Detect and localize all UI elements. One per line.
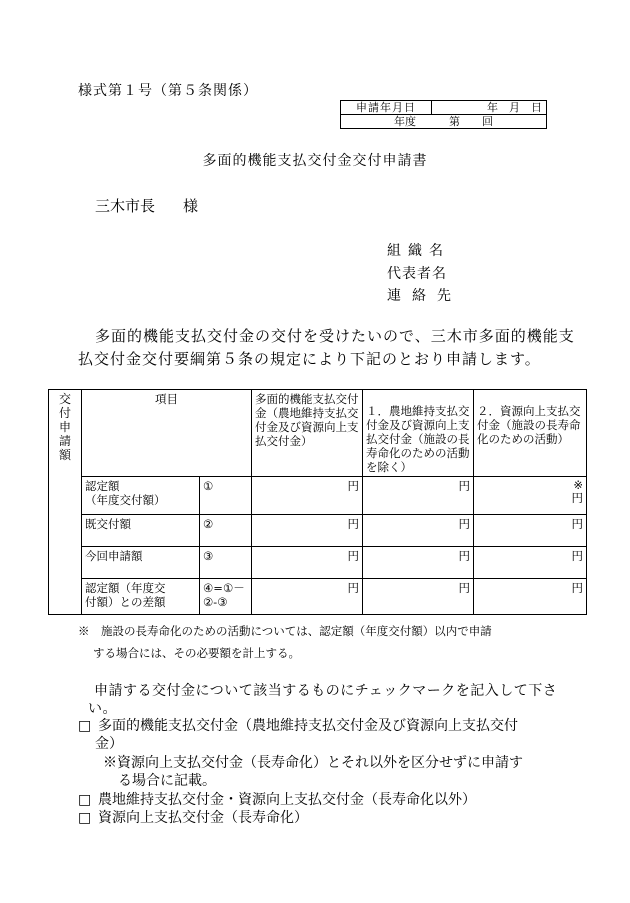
row-number: ① [200, 477, 252, 515]
col-header-2: ２．資源向上支払交付金（施設の長寿命化のための活動） [474, 390, 587, 477]
addressee-name: 三木市長 [95, 197, 156, 215]
item-header: 項目 [82, 390, 252, 477]
col-header-total: 多面的機能支払交付金（農地維持支払交付金及び資源向上支払交付金） [252, 390, 363, 477]
table-footnote: ※ 施設の長寿命化のための活動については、認定額（年度交付額）以内で申請 する場合には、その必要額を計上する。 [78, 624, 492, 660]
date-value[interactable]: 年 月 日 [432, 101, 547, 115]
amount-cell[interactable]: 円 [252, 477, 363, 515]
addressee-honorific: 様 [183, 197, 199, 215]
amount-cell[interactable]: 円 [474, 515, 587, 547]
amount-cell[interactable]: 円 [363, 547, 474, 579]
amount-cell[interactable]: 円 [363, 515, 474, 547]
addressee [95, 195, 198, 216]
fiscal-year-count[interactable]: 年度 第 回 [341, 115, 547, 129]
row-label: 今回申請額 [82, 547, 200, 579]
checkbox[interactable]: □ [78, 792, 92, 808]
row-number: ④=①－②-③ [200, 579, 252, 615]
document-title: 多面的機能支払交付金交付申請書 [202, 153, 428, 169]
checkmark-instruction: 申請する交付金について該当するものにチェックマークを記入して下さい。 [88, 683, 558, 717]
amount-cell[interactable]: 円 [363, 477, 474, 515]
table-row [49, 579, 587, 615]
amount-cell[interactable]: 円 [474, 579, 587, 615]
representative-name-field[interactable]: 代表者名 [387, 266, 447, 282]
check-item-longevity: □ 資源向上支払交付金（長寿命化） [78, 810, 308, 826]
amount-cell[interactable]: 円 [252, 547, 363, 579]
amount-cell[interactable]: 円 [252, 579, 363, 615]
row-label: 認定額 （年度交付額） [82, 477, 200, 515]
table-row [49, 515, 587, 547]
form-number: 様式第１号（第５条関係） [78, 83, 258, 99]
amount-cell[interactable]: 円 [363, 579, 474, 615]
intro-paragraph: 多面的機能支払交付金の交付を受けたいので、三木市多面的機能支払交付金交付要綱第５条の規定により下記のとおり申請します。 [78, 327, 575, 368]
check-sub-note: ※資源向上支払交付金（長寿命化）とそれ以外を区分せずに申請す る場合に記載。 [103, 755, 523, 789]
check-item-farmland-maintenance: □ 農地維持支払交付金・資源向上支払交付金（長寿命化以外） [78, 792, 476, 808]
check-item-multifunction: □ 多面的機能支払交付金（農地維持支払交付金及び資源向上支払交付 金） [78, 718, 518, 752]
row-number: ② [200, 515, 252, 547]
col-header-1: １．農地維持支払交付金及び資源向上支払交付金（施設の長寿命化のための活動を除く） [363, 390, 474, 477]
side-label: 交付申請額 [49, 390, 82, 615]
date-label: 申請年月日 [341, 101, 432, 115]
footnote-mark: ※ [78, 624, 90, 638]
table-row [49, 547, 587, 579]
row-label: 認定額（年度交 付額）との差額 [82, 579, 200, 615]
application-amount-table [48, 389, 587, 615]
date-box [340, 100, 547, 129]
table-row [49, 477, 587, 515]
contact-field[interactable]: 連絡先 [387, 288, 462, 304]
note-mark: ※ [573, 478, 583, 492]
amount-cell[interactable]: ※ 円 [474, 477, 587, 515]
row-number: ③ [200, 547, 252, 579]
organization-name-field[interactable]: 組織名 [387, 243, 450, 259]
amount-cell[interactable]: 円 [252, 515, 363, 547]
checkbox[interactable]: □ [78, 718, 92, 734]
amount-cell[interactable]: 円 [474, 547, 587, 579]
checkbox[interactable]: □ [78, 810, 92, 826]
row-label: 既交付額 [82, 515, 200, 547]
